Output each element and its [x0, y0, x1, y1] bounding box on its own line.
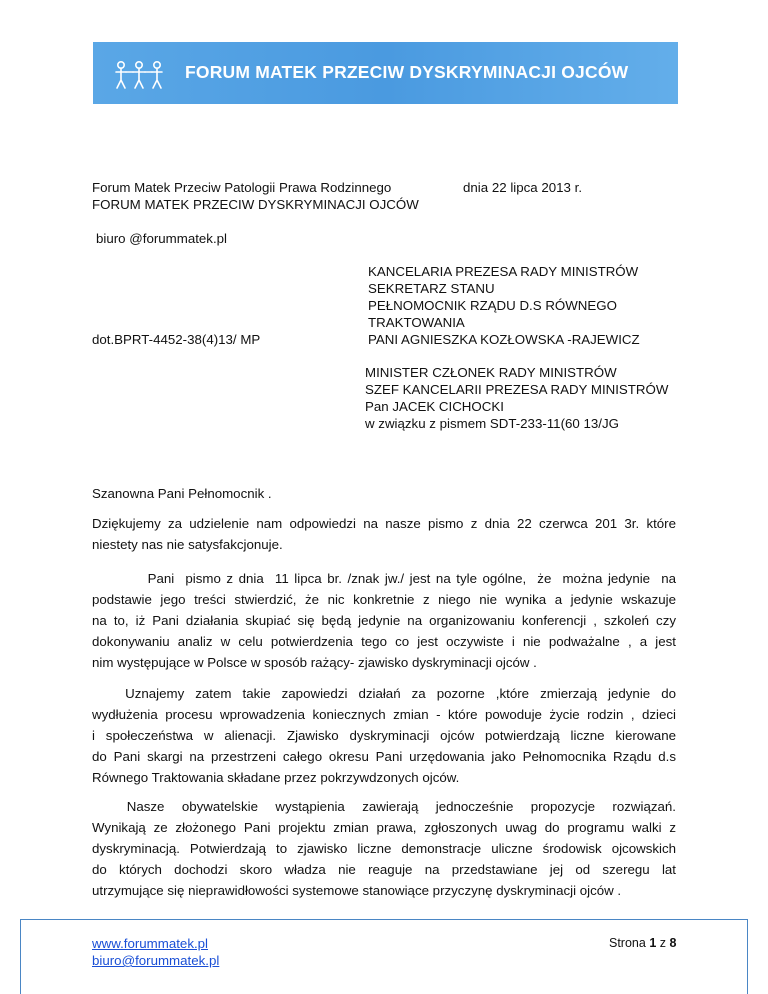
body-paragraph-2 — [92, 568, 676, 673]
paragraph-line: wydłużenia procesu wprowadzenia koniecznych zmian - które powoduje życie rodzin , dzieci — [92, 707, 676, 722]
page-number — [609, 936, 676, 950]
paragraph-line: nim występujące w Polsce w sposób rażący- zjawisko dyskryminacji ojców . — [92, 655, 537, 670]
paragraph-line: Pani pismo z dnia 11 lipca br. /znak jw./ jest na tyle ogólne, że można jedynie na — [92, 571, 676, 586]
body-paragraph-1 — [92, 513, 676, 555]
recipient-line: w związku z pismem SDT-233-11(60 13/JG — [365, 416, 619, 431]
family-figures-icon — [113, 58, 165, 90]
recipient-line: SZEF KANCELARII PREZESA RADY MINISTRÓW — [365, 382, 669, 397]
footer-border-left — [20, 919, 21, 994]
footer-website-link[interactable]: www.forummatek.pl — [92, 936, 209, 951]
reference-number: dot.BPRT-4452-38(4)13/ MP — [92, 332, 261, 347]
header-banner — [93, 42, 678, 104]
sender-email: biuro @forummatek.pl — [96, 231, 228, 246]
salutation: Szanowna Pani Pełnomocnik . — [92, 486, 272, 501]
recipient-line: KANCELARIA PREZESA RADY MINISTRÓW — [368, 264, 639, 279]
paragraph-line: podstawie jego treści stwierdzić, że nic konkretnie z niego nie wynika a jedynie wskazuje — [92, 592, 676, 607]
footer-divider — [20, 919, 748, 920]
paragraph-line: Równego Traktowania składane przez pokrzywdzonych ojców. — [92, 770, 460, 785]
footer-email-link[interactable]: biuro@forummatek.pl — [92, 953, 220, 968]
paragraph-line: do Pani skargi na przestrzeni całego okresu Pani urzędowania jako Pełnomocnika Rządu d.s — [92, 749, 676, 764]
paragraph-line: Wynikają ze złożonego Pani projektu zmian prawa, zgłoszonych uwag do programu walki z — [92, 820, 676, 835]
page-prefix: Strona — [609, 936, 646, 950]
letter-date: dnia 22 lipca 2013 r. — [463, 180, 583, 195]
sender-name-2: FORUM MATEK PRZECIW DYSKRYMINACJI OJCÓW — [92, 197, 419, 212]
footer-border-right — [747, 919, 748, 994]
paragraph-line: utrzymujące się nieprawidłowości systemowe stanowiące przyczynę dyskryminacji ojców . — [92, 883, 622, 898]
page-current: 1 — [649, 936, 657, 950]
recipient-line: MINISTER CZŁONEK RADY MINISTRÓW — [365, 365, 617, 380]
body-paragraph-3 — [92, 683, 676, 788]
banner-title: FORUM MATEK PRZECIW DYSKRYMINACJI OJCÓW — [185, 62, 629, 82]
paragraph-line: i społeczeństwa w alienacji. Zjawisko dyskryminacji ojców potwierdzają liczne kierowane — [92, 728, 676, 743]
paragraph-line: Nasze obywatelskie wystąpienia zawierają jednocześnie propozycje rozwiązań. — [92, 799, 676, 814]
recipient-line: Pan JACEK CICHOCKI — [365, 399, 504, 414]
body-paragraph-4 — [92, 796, 676, 901]
sender-name: Forum Matek Przeciw Patologii Prawa Rodzinnego — [92, 180, 392, 195]
paragraph-line: do których dochodzi skoro władza nie reaguje na przedstawiane jej od szeregu lat — [92, 862, 676, 877]
recipient-line: TRAKTOWANIA — [368, 315, 465, 330]
paragraph-line: niestety nas nie satysfakcjonuje. — [92, 537, 283, 552]
paragraph-line: dyskryminacją. Potwierdzają to zjawisko liczne demonstracje uliczne środowisk ojcowskich — [92, 841, 676, 856]
paragraph-line: Dziękujemy za udzielenie nam odpowiedzi na nasze pismo z dnia 22 czerwca 201 3r. które — [92, 516, 676, 531]
paragraph-line: dokonywaniu analiz w celu potwierdzenia tego co jest oczywiste i nie podważalne , a jest — [92, 634, 676, 649]
recipient-line: PEŁNOMOCNIK RZĄDU D.S RÓWNEGO — [368, 298, 617, 313]
page-of: z — [659, 936, 667, 950]
paragraph-line: na to, iż Pani działania skupiać się będą jedynie na organizowaniu konferencji , szkoleń czy — [92, 613, 676, 628]
page-total: 8 — [669, 936, 677, 950]
recipient-line: SEKRETARZ STANU — [368, 281, 495, 296]
recipient-line: PANI AGNIESZKA KOZŁOWSKA -RAJEWICZ — [368, 332, 640, 347]
paragraph-line: Uznajemy zatem takie zapowiedzi działań za pozorne ,które zmierzają jedynie do — [92, 686, 676, 701]
